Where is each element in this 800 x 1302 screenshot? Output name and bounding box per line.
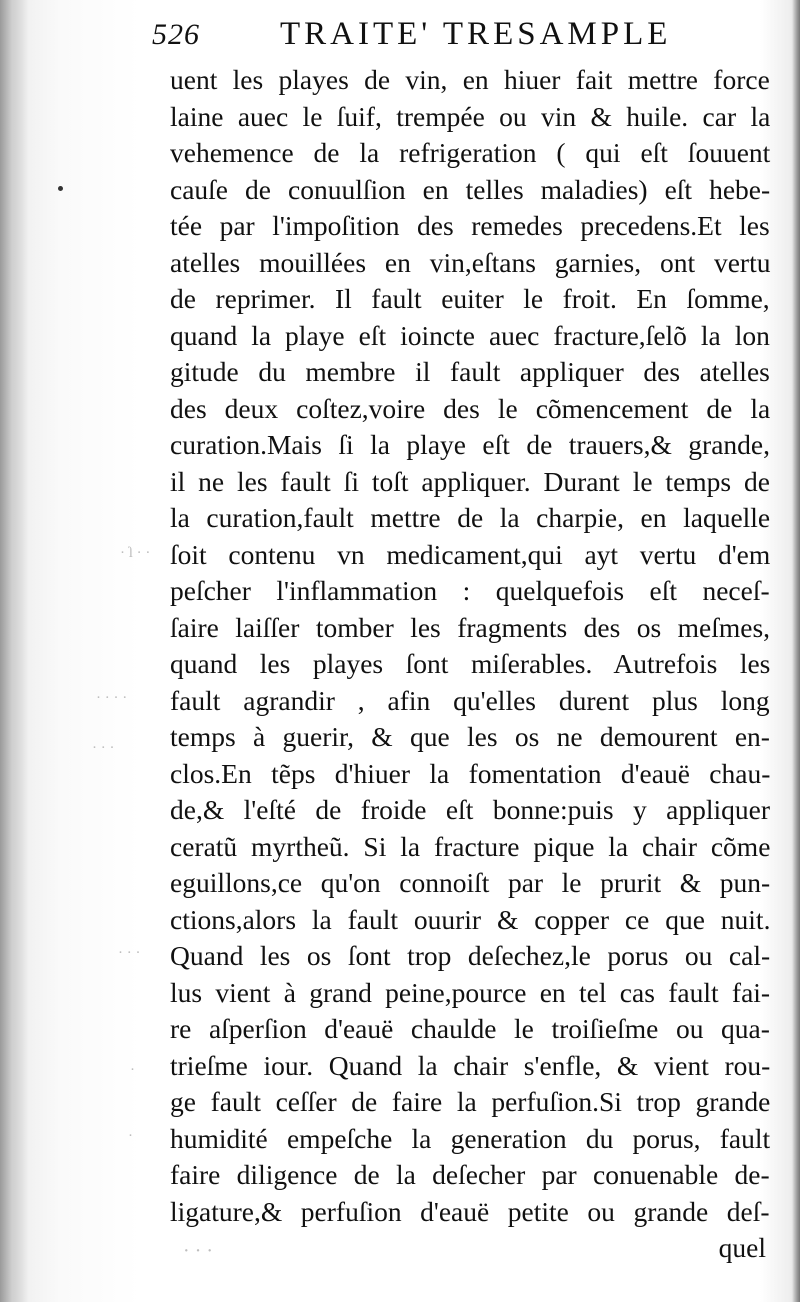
text-line: ligature,& perfuſion d'eauë petite ou grande deſ- — [170, 1195, 770, 1227]
body-text — [170, 62, 770, 1267]
text-line: ge fault ceſſer de faire la perfuſion.Si trop grande — [170, 1086, 771, 1117]
text-line: quand la playe eſt ioincte auec fracture,ſelõ la lon — [170, 319, 770, 351]
bleed-through-text: · — [128, 1128, 133, 1144]
text-line: il ne les fault ſi toſt appliquer. Durant le temps de — [170, 465, 770, 497]
text-line: quand les playes ſont miſerables. Autrefois les — [170, 648, 771, 679]
text-line: faire diligence de la deſecher par conuenable de- — [170, 1159, 770, 1190]
text-line: tée par l'impoſition des remedes precedens.Et les — [170, 210, 770, 241]
page-edge-shadow — [792, 0, 800, 1302]
bleed-through-text: · · · · — [96, 690, 128, 706]
text-line: des deux coſtez,voire des le cõmencement de la — [170, 392, 771, 424]
text-line: peſcher l'inflammation : quelquefois eſt neceſ- — [170, 575, 770, 606]
text-line: clos.En tẽps d'hiuer la fomentation d'eauë chau- — [170, 757, 771, 789]
text-line: ſoit contenu vn medicament,qui ayt vertu d'em — [170, 538, 771, 570]
text-line: ctions,alors la fault ouurir & copper ce que nuit. — [170, 903, 771, 935]
text-line: trieſme iour. Quand la chair s'enfle, & vient rou- — [170, 1049, 771, 1081]
text-line: de,& l'eſté de froide eſt bonne:puis y appliquer — [170, 794, 771, 825]
gutter-shadow — [0, 0, 28, 1302]
text-line: la curation,fault mettre de la charpie, en laquelle — [170, 502, 771, 533]
text-line: ceratũ myrtheũ. Si la fracture pique la chair cõme — [170, 830, 771, 862]
running-title: TRAITE' TRESAMPLE — [280, 16, 672, 52]
text-line: lus vient à grand peine,pource en tel cas fault fai- — [170, 976, 771, 1008]
bleed-through-text: · · · — [118, 945, 141, 961]
text-line: de reprimer. Il fault euiter le froit. En ſomme, — [170, 283, 770, 314]
text-line: temps à guerir, & que les os ne demourent en- — [170, 721, 770, 752]
page-number: 526 — [152, 18, 200, 51]
text-line: eguillons,ce qu'on connoiſt par le prurit & pun- — [170, 867, 771, 898]
text-line: gitude du membre il fault appliquer des atelles — [170, 356, 770, 387]
bleed-through-text: · — [130, 1062, 135, 1078]
text-line: humidité empeſche la generation du porus, fault — [170, 1122, 771, 1154]
bleed-through-text: · · · — [92, 740, 115, 756]
text-line: atelles mouillées en vin,eſtans garnies, ont vertu — [170, 246, 771, 278]
text-line: ſaire laiſſer tomber les fragments des os meſmes, — [170, 611, 771, 643]
bleed-through-text: · · ſ · — [120, 545, 151, 561]
ink-speck — [58, 186, 63, 191]
text-line: Quand les os ſont trop deſechez,le porus ou cal- — [170, 940, 771, 971]
bleed-through-text: · · · — [183, 1240, 213, 1262]
text-line: laine auec le ſuif, trempée ou vin & huile. car la — [170, 100, 771, 132]
catchword: quel — [718, 1232, 766, 1263]
text-line: re aſperſion d'eauë chaulde le troiſieſme ou qua- — [170, 1013, 770, 1044]
text-line: fault agrandir , afin qu'elles durent plus long — [170, 684, 770, 716]
text-line: uent les playes de vin, en hiuer fait mettre force — [170, 64, 770, 95]
text-line: cauſe de conuulſion en telles maladies) eſt hebe- — [170, 173, 771, 205]
page-header — [152, 14, 712, 60]
text-line: vehemence de la refrigeration ( qui eſt ſouuent — [170, 137, 771, 168]
text-line: curation.Mais ſi la playe eſt de trauers,& grande, — [170, 429, 770, 460]
